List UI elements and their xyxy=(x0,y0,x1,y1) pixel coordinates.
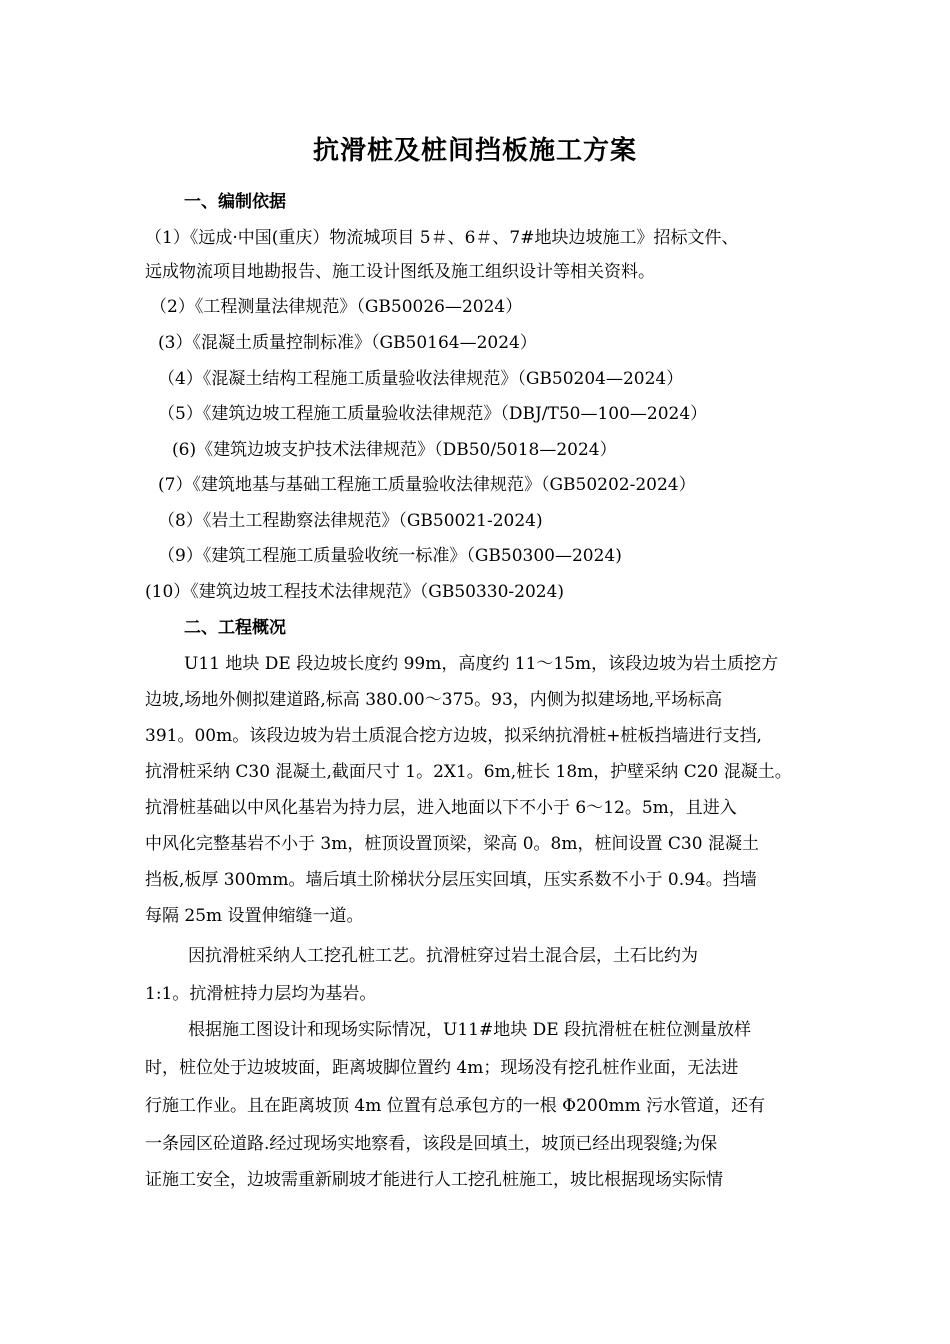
basis-item-5: （5）《建筑边坡工程施工质量验收法律规范》（DBJ/T50—100—2024） xyxy=(158,404,708,424)
overview-para-1-line-7: 挡板,板厚 300mm。墙后填土阶梯状分层压实回填，压实系数不小于 0.94。挡墙 xyxy=(145,870,757,890)
overview-para-1-line-5: 抗滑桩基础以中风化基岩为持力层，进入地面以下不小于 6～12。5m，且进入 xyxy=(145,798,737,818)
document-title: 抗滑桩及桩间挡板施工方案 xyxy=(312,136,637,166)
overview-para-3-line-1: 根据施工图设计和现场实际情况，U11#地块 DE 段抗滑桩在桩位测量放样 xyxy=(188,1020,752,1040)
basis-item-4: （4）《混凝土结构工程施工质量验收法律规范》（GB50204—2024） xyxy=(158,369,684,389)
overview-para-3-line-2: 时，桩位处于边坡坡面，距离坡脚位置约 4m；现场没有挖孔桩作业面，无法进 xyxy=(145,1058,739,1078)
basis-item-8: （8）《岩土工程勘察法律规范》（GB50021-2024) xyxy=(158,511,543,531)
overview-para-3-line-3: 行施工作业。且在距离坡顶 4m 位置有总承包方的一根 Φ200mm 污水管道，还有 xyxy=(145,1096,766,1116)
overview-para-2-line-1: 因抗滑桩采纳人工挖孔桩工艺。抗滑桩穿过岩土混合层，土石比约为 xyxy=(188,946,698,966)
basis-item-9: （9）《建筑工程施工质量验收统一标准》（GB50300—2024) xyxy=(158,546,622,566)
overview-para-2-line-2: 1:1。抗滑桩持力层均为基岩。 xyxy=(145,984,377,1004)
basis-item-7: (7）《建筑地基与基础工程施工质量验收法律规范》（GB50202-2024） xyxy=(158,475,696,495)
overview-para-3-line-5: 证施工安全，边坡需重新刷坡才能进行人工挖孔桩施工，坡比根据现场实际情 xyxy=(145,1170,723,1190)
section-heading-basis: 一、编制依据 xyxy=(184,192,286,212)
overview-para-3-line-4: 一条园区砼道路.经过现场实地察看，该段是回填土，坡顶已经出现裂缝;为保 xyxy=(145,1134,718,1154)
section-heading-overview: 二、工程概况 xyxy=(184,618,286,638)
basis-item-1-line-2: 远成物流项目地勘报告、施工设计图纸及施工组织设计等相关资料。 xyxy=(145,262,655,282)
overview-para-1-line-4: 抗滑桩采纳 C30 混凝土,截面尺寸 1。2X1。6m,桩长 18m，护壁采纳 C20 混凝土。 xyxy=(145,762,792,782)
basis-item-10: (10）《建筑边坡工程技术法律规范》（GB50330-2024) xyxy=(145,582,565,602)
overview-para-1-line-8: 每隔 25m 设置伸缩缝一道。 xyxy=(145,906,364,926)
overview-para-1-line-3: 391。00m。该段边坡为岩土质混合挖方边坡，拟采纳抗滑桩+桩板挡墙进行支挡, xyxy=(145,726,762,746)
basis-item-2: （2）《工程测量法律规范》（GB50026—2024） xyxy=(150,297,523,317)
overview-para-1-line-2: 边坡,场地外侧拟建道路,标高 380.00～375。93，内侧为拟建场地,平场标高 xyxy=(145,690,723,710)
basis-item-1-line-1: （1）《远成·中国(重庆）物流城项目 5＃、6＃、7#地块边坡施工》招标文件、 xyxy=(145,228,739,248)
basis-item-3: (3）《混凝土质量控制标准》（GB50164—2024） xyxy=(158,333,537,353)
basis-item-6: (6)《建筑边坡支护技术法律规范》（DB50/5018—2024） xyxy=(172,440,617,460)
overview-para-1-line-1: U11 地块 DE 段边坡长度约 99m，高度约 11～15m，该段边坡为岩土质挖方 xyxy=(184,654,779,674)
overview-para-1-line-6: 中风化完整基岩不小于 3m，桩顶设置顶梁，梁高 0。8m，桩间设置 C30 混凝土 xyxy=(145,834,759,854)
